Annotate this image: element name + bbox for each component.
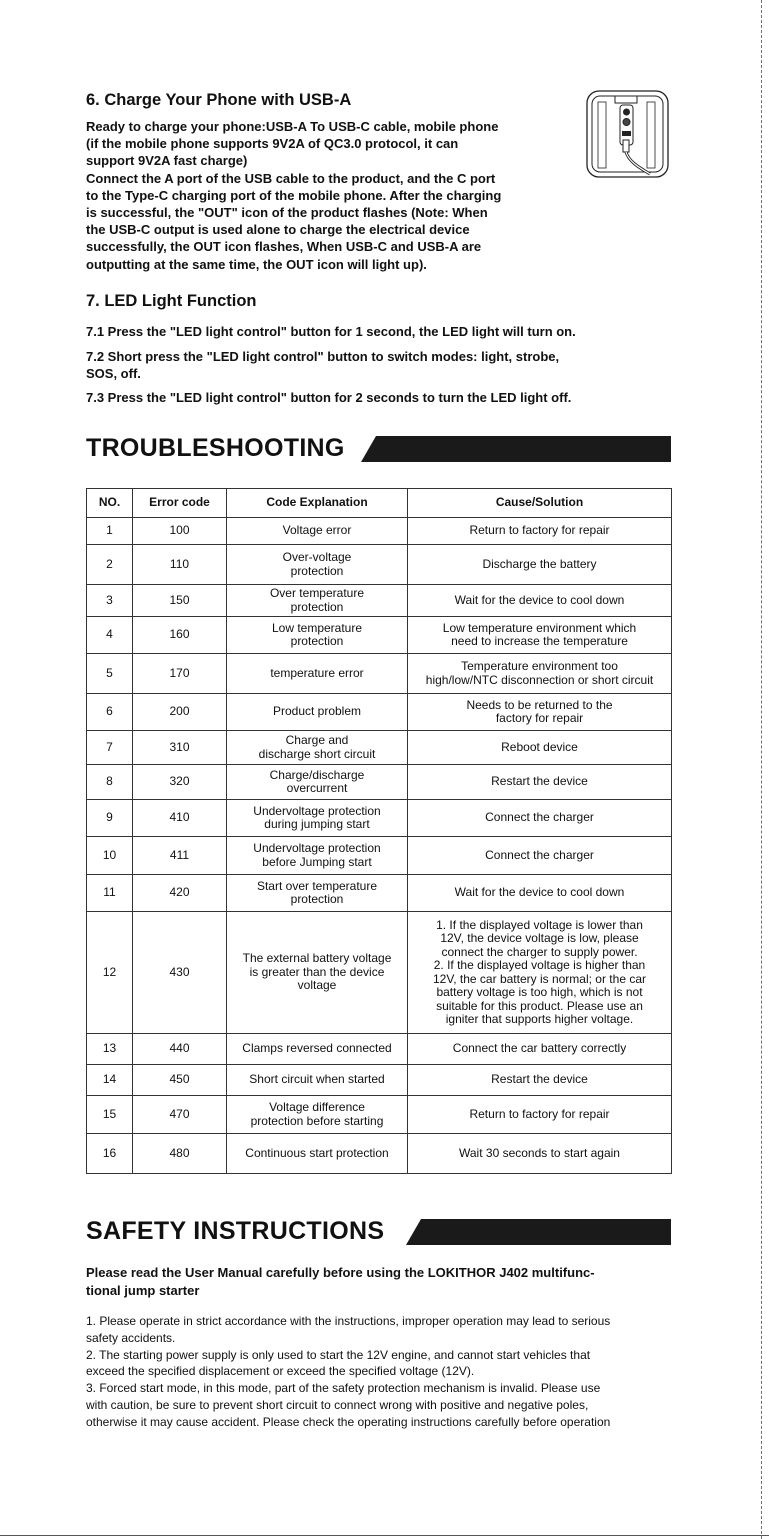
- cell-explanation: Start over temperature protection: [227, 875, 408, 912]
- safety-title: SAFETY INSTRUCTIONS: [86, 1217, 385, 1245]
- safety-lead-line: tional jump starter: [86, 1282, 200, 1298]
- cell-no: 1: [87, 518, 133, 545]
- cell-solution: 1. If the displayed voltage is lower than 12V, the device voltage is low, please connect the charger to supply power. 2. If the displayed voltage is higher than 12V, the car battery is normal; or the car battery voltage is too high, which is not suitable for this product. Please use an igniter that supports higher voltage.: [408, 912, 672, 1034]
- cell-explanation: Low temperature protection: [227, 617, 408, 654]
- cell-explanation: Product problem: [227, 694, 408, 731]
- led-item-2: [86, 348, 676, 382]
- led-item-3: 7.3 Press the "LED light control" button for 2 seconds to turn the LED light off.: [86, 390, 572, 405]
- cell-error-code: 310: [133, 731, 227, 765]
- header-solution: Cause/Solution: [408, 489, 672, 518]
- cell-no: 10: [87, 837, 133, 875]
- table-row: [87, 800, 672, 837]
- section-6-body: [86, 118, 561, 273]
- section-6-line: to the Type-C charging port of the mobile phone. After the charging: [86, 187, 502, 203]
- table-row: [87, 875, 672, 912]
- cell-no: 14: [87, 1065, 133, 1096]
- cell-solution: Connect the car battery correctly: [408, 1034, 672, 1065]
- cell-no: 6: [87, 694, 133, 731]
- safety-lead-line: Please read the User Manual carefully before using the LOKITHOR J402 multifunc-: [86, 1265, 595, 1280]
- cell-explanation: Over-voltage protection: [227, 545, 408, 585]
- led-item-2-line: SOS, off.: [86, 366, 141, 381]
- safety-banner: [86, 1216, 671, 1246]
- troubleshooting-title: TROUBLESHOOTING: [86, 434, 345, 462]
- cell-explanation: Over temperature protection: [227, 585, 408, 617]
- cell-explanation: Short circuit when started: [227, 1065, 408, 1096]
- section-6-line: (if the mobile phone supports 9V2A of QC3.0 protocol, it can: [86, 136, 459, 152]
- cell-error-code: 420: [133, 875, 227, 912]
- cell-explanation: Continuous start protection: [227, 1134, 408, 1174]
- section-6-line: Ready to charge your phone:USB-A To USB-C cable, mobile phone: [86, 119, 499, 134]
- cell-no: 16: [87, 1134, 133, 1174]
- header-error-code: Error code: [133, 489, 227, 518]
- cell-no: 7: [87, 731, 133, 765]
- cell-no: 4: [87, 617, 133, 654]
- cell-error-code: 320: [133, 765, 227, 800]
- table-row: [87, 912, 672, 1034]
- cell-solution: Needs to be returned to the factory for repair: [408, 694, 672, 731]
- cell-explanation: Charge/discharge overcurrent: [227, 765, 408, 800]
- cell-no: 13: [87, 1034, 133, 1065]
- cell-no: 2: [87, 545, 133, 585]
- cell-explanation: Clamps reversed connected: [227, 1034, 408, 1065]
- table-row: [87, 545, 672, 585]
- table-row: [87, 1096, 672, 1134]
- cell-explanation: The external battery voltage is greater than the device voltage: [227, 912, 408, 1034]
- cut-line: [761, 0, 762, 1539]
- cell-error-code: 100: [133, 518, 227, 545]
- table-row: [87, 694, 672, 731]
- cell-explanation: Voltage error: [227, 518, 408, 545]
- section-6-line: support 9V2A fast charge): [86, 153, 248, 169]
- cell-no: 5: [87, 654, 133, 694]
- cell-error-code: 430: [133, 912, 227, 1034]
- section-6-line: outputting at the same time, the OUT icon will light up).: [86, 256, 427, 272]
- cell-solution: Low temperature environment which need to increase the temperature: [408, 617, 672, 654]
- table-header-row: [87, 489, 672, 518]
- cell-solution: Connect the charger: [408, 837, 672, 875]
- table-row: [87, 617, 672, 654]
- troubleshooting-table: [86, 488, 672, 1174]
- cell-error-code: 470: [133, 1096, 227, 1134]
- cell-solution: Discharge the battery: [408, 545, 672, 585]
- section-6-line: successfully, the OUT icon flashes, When USB-C and USB-A are: [86, 239, 482, 255]
- table-row: [87, 731, 672, 765]
- cell-no: 12: [87, 912, 133, 1034]
- safety-line: 2. The starting power supply is only used to start the 12V engine, and cannot start vehicles that: [86, 1347, 591, 1362]
- cell-error-code: 160: [133, 617, 227, 654]
- cell-solution: Connect the charger: [408, 800, 672, 837]
- cell-error-code: 440: [133, 1034, 227, 1065]
- cell-solution: Reboot device: [408, 731, 672, 765]
- safety-line: safety accidents.: [86, 1330, 176, 1345]
- cell-error-code: 411: [133, 837, 227, 875]
- cell-no: 11: [87, 875, 133, 912]
- cell-error-code: 150: [133, 585, 227, 617]
- led-item-1: 7.1 Press the "LED light control" button for 1 second, the LED light will turn on.: [86, 324, 576, 339]
- safety-line: 3. Forced start mode, in this mode, part of the safety protection mechanism is invalid. Please use: [86, 1381, 601, 1396]
- safety-line: with caution, be sure to prevent short circuit to connect wrong with positive and negative poles,: [86, 1397, 589, 1412]
- safety-line: 1. Please operate in strict accordance with the instructions, improper operation may lead to serious: [86, 1314, 611, 1328]
- table-row: [87, 837, 672, 875]
- section-6-line: Connect the A port of the USB cable to the product, and the C port: [86, 170, 496, 186]
- cell-explanation: Undervoltage protection during jumping start: [227, 800, 408, 837]
- cell-explanation: Undervoltage protection before Jumping start: [227, 837, 408, 875]
- cell-solution: Return to factory for repair: [408, 518, 672, 545]
- cell-no: 15: [87, 1096, 133, 1134]
- usb-charging-illustration: [585, 90, 670, 180]
- cell-error-code: 200: [133, 694, 227, 731]
- cell-error-code: 480: [133, 1134, 227, 1174]
- troubleshooting-banner: [86, 433, 671, 463]
- bottom-rule: [0, 1535, 769, 1536]
- cell-error-code: 410: [133, 800, 227, 837]
- cell-solution: Return to factory for repair: [408, 1096, 672, 1134]
- cell-error-code: 450: [133, 1065, 227, 1096]
- section-6-line: is successful, the "OUT" icon of the product flashes (Note: When: [86, 205, 488, 221]
- section-7-title: 7. LED Light Function: [86, 292, 257, 310]
- table-row: [87, 654, 672, 694]
- cell-error-code: 110: [133, 545, 227, 585]
- cell-explanation: temperature error: [227, 654, 408, 694]
- table-row: [87, 1134, 672, 1174]
- led-item-2-line: 7.2 Short press the "LED light control" button to switch modes: light, strobe,: [86, 349, 560, 364]
- table-row: [87, 765, 672, 800]
- header-explanation: Code Explanation: [227, 489, 408, 518]
- section-6-title: 6. Charge Your Phone with USB-A: [86, 91, 352, 109]
- cell-error-code: 170: [133, 654, 227, 694]
- safety-line: otherwise it may cause accident. Please check the operating instructions carefully before operation: [86, 1414, 611, 1429]
- cell-no: 3: [87, 585, 133, 617]
- cell-solution: Restart the device: [408, 765, 672, 800]
- cell-solution: Wait for the device to cool down: [408, 875, 672, 912]
- table-row: [87, 1034, 672, 1065]
- cell-no: 8: [87, 765, 133, 800]
- cell-solution: Temperature environment too high/low/NTC disconnection or short circuit: [408, 654, 672, 694]
- safety-body: [86, 1313, 676, 1431]
- cell-solution: Restart the device: [408, 1065, 672, 1096]
- section-6-line: the USB-C output is used alone to charge the electrical device: [86, 222, 470, 238]
- table-row: [87, 585, 672, 617]
- table-row: [87, 518, 672, 545]
- safety-lead: [86, 1264, 671, 1299]
- table-row: [87, 1065, 672, 1096]
- cell-solution: Wait for the device to cool down: [408, 585, 672, 617]
- cell-no: 9: [87, 800, 133, 837]
- safety-line: exceed the specified displacement or exceed the specified voltage (12V).: [86, 1364, 475, 1379]
- cell-solution: Wait 30 seconds to start again: [408, 1134, 672, 1174]
- cell-explanation: Voltage difference protection before starting: [227, 1096, 408, 1134]
- cell-explanation: Charge and discharge short circuit: [227, 731, 408, 765]
- header-no: NO.: [87, 489, 133, 518]
